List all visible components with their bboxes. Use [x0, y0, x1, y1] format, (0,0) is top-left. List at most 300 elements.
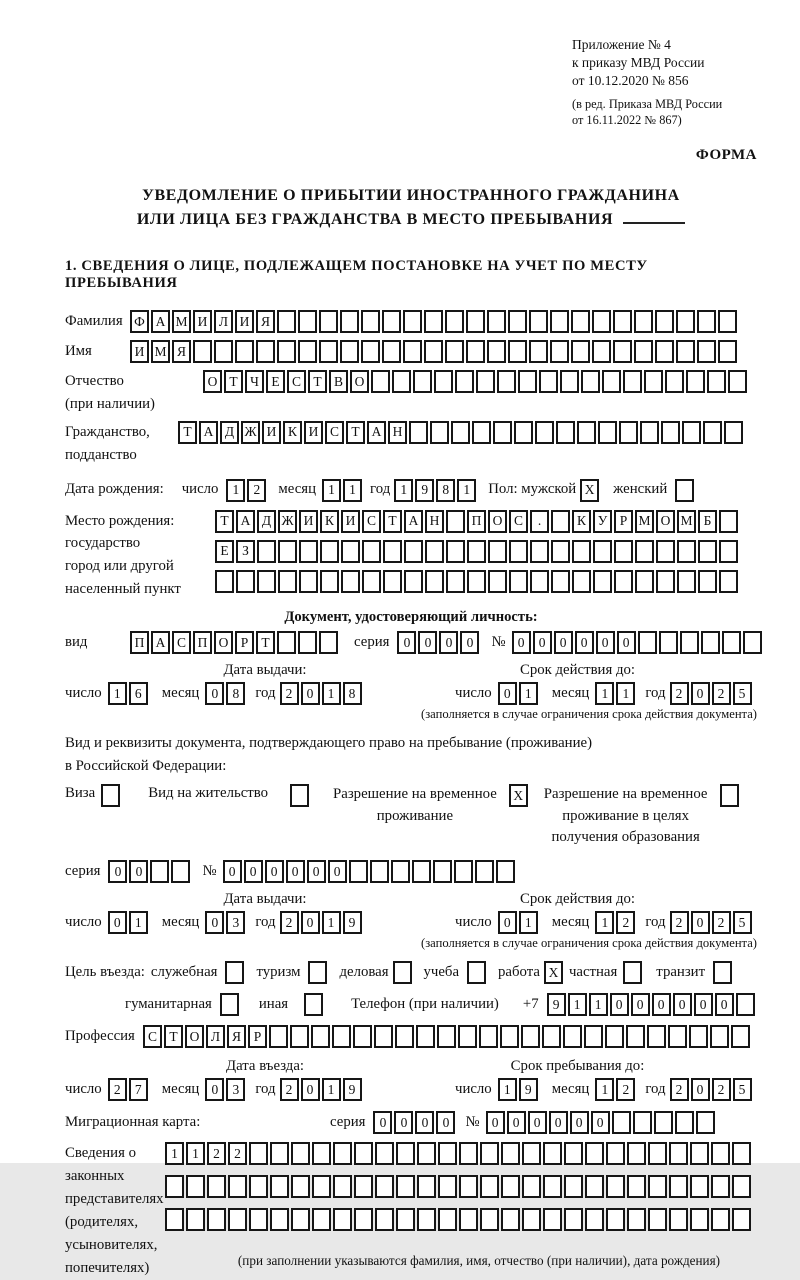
- char-cell[interactable]: [743, 631, 762, 654]
- char-cell[interactable]: 0: [652, 993, 671, 1016]
- purpose-business-checkbox-cell[interactable]: [393, 961, 412, 984]
- char-cell[interactable]: [417, 1142, 436, 1165]
- char-cell[interactable]: [455, 370, 474, 393]
- char-cell[interactable]: 0: [108, 860, 127, 883]
- char-cell[interactable]: [572, 540, 591, 563]
- char-cell[interactable]: [635, 540, 654, 563]
- char-cell[interactable]: 1: [595, 911, 614, 934]
- char-cell[interactable]: 1: [226, 479, 245, 502]
- char-cell[interactable]: 0: [307, 860, 326, 883]
- char-cell[interactable]: 0: [631, 993, 650, 1016]
- char-cell[interactable]: [647, 1025, 666, 1048]
- char-cell[interactable]: [382, 340, 401, 363]
- char-cell[interactable]: Н: [425, 510, 444, 533]
- char-cell[interactable]: [697, 310, 716, 333]
- char-cell[interactable]: [214, 340, 233, 363]
- char-cell[interactable]: Я: [172, 340, 191, 363]
- char-cell[interactable]: [437, 1025, 456, 1048]
- char-cell[interactable]: [257, 570, 276, 593]
- char-cell[interactable]: [719, 540, 738, 563]
- char-cell[interactable]: 0: [575, 631, 594, 654]
- char-cell[interactable]: [319, 340, 338, 363]
- char-cell[interactable]: 2: [712, 682, 731, 705]
- char-cell[interactable]: [719, 510, 738, 533]
- char-cell[interactable]: [602, 370, 621, 393]
- char-cell[interactable]: 0: [549, 1111, 568, 1134]
- char-cell[interactable]: 1: [519, 911, 538, 934]
- char-cell[interactable]: [654, 1111, 673, 1134]
- char-cell[interactable]: 1: [343, 479, 362, 502]
- char-cell[interactable]: 0: [394, 1111, 413, 1134]
- char-cell[interactable]: Л: [214, 310, 233, 333]
- char-cell[interactable]: [445, 310, 464, 333]
- char-cell[interactable]: [277, 310, 296, 333]
- char-cell[interactable]: [459, 1142, 478, 1165]
- char-cell[interactable]: [508, 340, 527, 363]
- char-cell[interactable]: 0: [301, 1078, 320, 1101]
- char-cell[interactable]: Д: [220, 421, 239, 444]
- char-cell[interactable]: [249, 1142, 268, 1165]
- char-cell[interactable]: [298, 340, 317, 363]
- char-cell[interactable]: [732, 1142, 751, 1165]
- char-cell[interactable]: Ч: [245, 370, 264, 393]
- char-cell[interactable]: 2: [712, 1078, 731, 1101]
- char-cell[interactable]: [375, 1142, 394, 1165]
- char-cell[interactable]: [581, 370, 600, 393]
- visa-checkbox-cell[interactable]: [101, 784, 120, 807]
- char-cell[interactable]: [320, 540, 339, 563]
- purpose-other-checkbox-cell[interactable]: [304, 993, 323, 1016]
- char-cell[interactable]: М: [635, 510, 654, 533]
- char-cell[interactable]: 0: [301, 682, 320, 705]
- purpose-study-checkbox-cell[interactable]: [467, 961, 486, 984]
- char-cell[interactable]: [550, 310, 569, 333]
- char-cell[interactable]: [521, 1025, 540, 1048]
- temp-residence-edu-checkbox-cell[interactable]: [720, 784, 739, 807]
- char-cell[interactable]: 0: [528, 1111, 547, 1134]
- char-cell[interactable]: 1: [322, 479, 341, 502]
- char-cell[interactable]: Д: [257, 510, 276, 533]
- char-cell[interactable]: [551, 540, 570, 563]
- char-cell[interactable]: [627, 1208, 646, 1231]
- char-cell[interactable]: [487, 340, 506, 363]
- char-cell[interactable]: 1: [595, 1078, 614, 1101]
- char-cell[interactable]: О: [203, 370, 222, 393]
- char-cell[interactable]: [165, 1208, 184, 1231]
- char-cell[interactable]: [509, 540, 528, 563]
- char-cell[interactable]: [711, 1175, 730, 1198]
- char-cell[interactable]: [640, 421, 659, 444]
- char-cell[interactable]: 0: [617, 631, 636, 654]
- char-cell[interactable]: [522, 1142, 541, 1165]
- char-cell[interactable]: [689, 1025, 708, 1048]
- char-cell[interactable]: В: [329, 370, 348, 393]
- char-cell[interactable]: Т: [224, 370, 243, 393]
- char-cell[interactable]: [480, 1142, 499, 1165]
- char-cell[interactable]: [445, 340, 464, 363]
- char-cell[interactable]: М: [677, 510, 696, 533]
- char-cell[interactable]: [424, 310, 443, 333]
- char-cell[interactable]: [186, 1208, 205, 1231]
- purpose-official-checkbox[interactable]: [225, 961, 244, 984]
- char-cell[interactable]: [396, 1142, 415, 1165]
- char-cell[interactable]: [361, 310, 380, 333]
- char-cell[interactable]: [677, 570, 696, 593]
- char-cell[interactable]: [613, 340, 632, 363]
- char-cell[interactable]: [413, 370, 432, 393]
- char-cell[interactable]: [383, 540, 402, 563]
- char-cell[interactable]: К: [572, 510, 591, 533]
- char-cell[interactable]: А: [151, 631, 170, 654]
- char-cell[interactable]: [320, 570, 339, 593]
- char-cell[interactable]: [236, 570, 255, 593]
- char-cell[interactable]: [396, 1175, 415, 1198]
- char-cell[interactable]: 1: [108, 682, 127, 705]
- char-cell[interactable]: [635, 570, 654, 593]
- char-cell[interactable]: [563, 1025, 582, 1048]
- char-cell[interactable]: И: [262, 421, 281, 444]
- char-cell[interactable]: [404, 540, 423, 563]
- char-cell[interactable]: 1: [519, 682, 538, 705]
- char-cell[interactable]: Б: [698, 510, 717, 533]
- char-cell[interactable]: 1: [457, 479, 476, 502]
- char-cell[interactable]: [396, 1208, 415, 1231]
- char-cell[interactable]: [412, 860, 431, 883]
- char-cell[interactable]: К: [320, 510, 339, 533]
- char-cell[interactable]: [370, 860, 389, 883]
- char-cell[interactable]: [193, 340, 212, 363]
- char-cell[interactable]: [480, 1175, 499, 1198]
- char-cell[interactable]: Т: [383, 510, 402, 533]
- char-cell[interactable]: [333, 1208, 352, 1231]
- char-cell[interactable]: [560, 370, 579, 393]
- char-cell[interactable]: [446, 570, 465, 593]
- char-cell[interactable]: [434, 370, 453, 393]
- char-cell[interactable]: [497, 370, 516, 393]
- char-cell[interactable]: 0: [460, 631, 479, 654]
- char-cell[interactable]: И: [304, 421, 323, 444]
- char-cell[interactable]: [392, 370, 411, 393]
- char-cell[interactable]: [623, 370, 642, 393]
- char-cell[interactable]: Л: [206, 1025, 225, 1048]
- visa-checkbox[interactable]: [101, 784, 120, 807]
- char-cell[interactable]: З: [236, 540, 255, 563]
- char-cell[interactable]: [438, 1142, 457, 1165]
- char-cell[interactable]: [724, 421, 743, 444]
- char-cell[interactable]: [668, 1025, 687, 1048]
- char-cell[interactable]: [270, 1208, 289, 1231]
- char-cell[interactable]: [277, 631, 296, 654]
- char-cell[interactable]: [466, 310, 485, 333]
- char-cell[interactable]: [493, 421, 512, 444]
- char-cell[interactable]: [270, 1175, 289, 1198]
- char-cell[interactable]: 6: [129, 682, 148, 705]
- char-cell[interactable]: [634, 310, 653, 333]
- char-cell[interactable]: [690, 1142, 709, 1165]
- char-cell[interactable]: [391, 860, 410, 883]
- char-cell[interactable]: [728, 370, 747, 393]
- char-cell[interactable]: [707, 370, 726, 393]
- char-cell[interactable]: У: [593, 510, 612, 533]
- char-cell[interactable]: С: [287, 370, 306, 393]
- char-cell[interactable]: 2: [207, 1142, 226, 1165]
- char-cell[interactable]: 1: [595, 682, 614, 705]
- char-cell[interactable]: [529, 340, 548, 363]
- char-cell[interactable]: 0: [286, 860, 305, 883]
- char-cell[interactable]: Р: [248, 1025, 267, 1048]
- char-cell[interactable]: 0: [715, 993, 734, 1016]
- char-cell[interactable]: 2: [228, 1142, 247, 1165]
- char-cell[interactable]: [542, 1025, 561, 1048]
- char-cell[interactable]: 9: [343, 1078, 362, 1101]
- char-cell[interactable]: 0: [533, 631, 552, 654]
- char-cell[interactable]: 0: [436, 1111, 455, 1134]
- char-cell[interactable]: 0: [486, 1111, 505, 1134]
- char-cell[interactable]: [475, 860, 494, 883]
- purpose-tourism-checkbox[interactable]: [308, 961, 327, 984]
- char-cell[interactable]: .: [530, 510, 549, 533]
- char-cell[interactable]: [606, 1208, 625, 1231]
- char-cell[interactable]: А: [404, 510, 423, 533]
- char-cell[interactable]: 0: [265, 860, 284, 883]
- char-cell[interactable]: [341, 540, 360, 563]
- char-cell[interactable]: [353, 1025, 372, 1048]
- char-cell[interactable]: А: [199, 421, 218, 444]
- char-cell[interactable]: [459, 1175, 478, 1198]
- char-cell[interactable]: [593, 570, 612, 593]
- char-cell[interactable]: [501, 1142, 520, 1165]
- char-cell[interactable]: 2: [280, 682, 299, 705]
- char-cell[interactable]: [291, 1175, 310, 1198]
- char-cell[interactable]: [577, 421, 596, 444]
- purpose-other-checkbox[interactable]: [304, 993, 323, 1016]
- char-cell[interactable]: [467, 570, 486, 593]
- char-cell[interactable]: 0: [129, 860, 148, 883]
- char-cell[interactable]: Т: [178, 421, 197, 444]
- char-cell[interactable]: [438, 1208, 457, 1231]
- char-cell[interactable]: Т: [346, 421, 365, 444]
- char-cell[interactable]: [518, 370, 537, 393]
- char-cell[interactable]: [333, 1142, 352, 1165]
- char-cell[interactable]: [395, 1025, 414, 1048]
- char-cell[interactable]: И: [299, 510, 318, 533]
- char-cell[interactable]: 2: [670, 682, 689, 705]
- char-cell[interactable]: С: [172, 631, 191, 654]
- char-cell[interactable]: [627, 1142, 646, 1165]
- char-cell[interactable]: С: [143, 1025, 162, 1048]
- char-cell[interactable]: [291, 1142, 310, 1165]
- char-cell[interactable]: [404, 570, 423, 593]
- char-cell[interactable]: [551, 510, 570, 533]
- char-cell[interactable]: И: [235, 310, 254, 333]
- char-cell[interactable]: [269, 1025, 288, 1048]
- char-cell[interactable]: [696, 1111, 715, 1134]
- char-cell[interactable]: 2: [280, 911, 299, 934]
- char-cell[interactable]: [686, 370, 705, 393]
- char-cell[interactable]: 2: [670, 911, 689, 934]
- char-cell[interactable]: [682, 421, 701, 444]
- char-cell[interactable]: [669, 1175, 688, 1198]
- char-cell[interactable]: [382, 310, 401, 333]
- char-cell[interactable]: Т: [215, 510, 234, 533]
- char-cell[interactable]: [731, 1025, 750, 1048]
- char-cell[interactable]: И: [130, 340, 149, 363]
- purpose-transit-checkbox-cell[interactable]: [713, 961, 732, 984]
- char-cell[interactable]: [479, 1025, 498, 1048]
- char-cell[interactable]: 0: [691, 682, 710, 705]
- char-cell[interactable]: [675, 1111, 694, 1134]
- sex-male-checkbox-cell[interactable]: X: [580, 479, 599, 502]
- char-cell[interactable]: 0: [205, 682, 224, 705]
- char-cell[interactable]: [676, 340, 695, 363]
- char-cell[interactable]: [374, 1025, 393, 1048]
- char-cell[interactable]: [278, 540, 297, 563]
- char-cell[interactable]: [659, 631, 678, 654]
- char-cell[interactable]: 0: [498, 682, 517, 705]
- char-cell[interactable]: [656, 540, 675, 563]
- char-cell[interactable]: С: [509, 510, 528, 533]
- char-cell[interactable]: [312, 1142, 331, 1165]
- char-cell[interactable]: 1: [568, 993, 587, 1016]
- char-cell[interactable]: [564, 1142, 583, 1165]
- purpose-private-checkbox-cell[interactable]: [623, 961, 642, 984]
- char-cell[interactable]: [476, 370, 495, 393]
- char-cell[interactable]: 0: [570, 1111, 589, 1134]
- char-cell[interactable]: 2: [616, 911, 635, 934]
- char-cell[interactable]: Н: [388, 421, 407, 444]
- char-cell[interactable]: [501, 1175, 520, 1198]
- char-cell[interactable]: О: [185, 1025, 204, 1048]
- char-cell[interactable]: Р: [235, 631, 254, 654]
- char-cell[interactable]: 0: [694, 993, 713, 1016]
- char-cell[interactable]: [409, 421, 428, 444]
- char-cell[interactable]: [332, 1025, 351, 1048]
- char-cell[interactable]: [530, 570, 549, 593]
- char-cell[interactable]: [333, 1175, 352, 1198]
- char-cell[interactable]: 0: [205, 1078, 224, 1101]
- purpose-study-checkbox[interactable]: [467, 961, 486, 984]
- char-cell[interactable]: 1: [589, 993, 608, 1016]
- char-cell[interactable]: [354, 1175, 373, 1198]
- char-cell[interactable]: О: [656, 510, 675, 533]
- char-cell[interactable]: 0: [512, 631, 531, 654]
- char-cell[interactable]: [669, 1142, 688, 1165]
- char-cell[interactable]: [711, 1208, 730, 1231]
- char-cell[interactable]: [585, 1175, 604, 1198]
- char-cell[interactable]: Ж: [278, 510, 297, 533]
- temp-residence-edu-checkbox[interactable]: [720, 784, 739, 807]
- char-cell[interactable]: [539, 370, 558, 393]
- char-cell[interactable]: 5: [733, 1078, 752, 1101]
- char-cell[interactable]: 1: [322, 1078, 341, 1101]
- char-cell[interactable]: [501, 1208, 520, 1231]
- char-cell[interactable]: [614, 570, 633, 593]
- char-cell[interactable]: [585, 1208, 604, 1231]
- char-cell[interactable]: [585, 1142, 604, 1165]
- temp-residence-checkbox[interactable]: [509, 784, 528, 807]
- char-cell[interactable]: [371, 370, 390, 393]
- sex-female-checkbox-cell[interactable]: [675, 479, 694, 502]
- purpose-transit-checkbox[interactable]: [713, 961, 732, 984]
- char-cell[interactable]: 0: [596, 631, 615, 654]
- char-cell[interactable]: [633, 1111, 652, 1134]
- char-cell[interactable]: 0: [507, 1111, 526, 1134]
- char-cell[interactable]: [665, 370, 684, 393]
- char-cell[interactable]: [698, 540, 717, 563]
- char-cell[interactable]: [425, 570, 444, 593]
- char-cell[interactable]: [341, 570, 360, 593]
- char-cell[interactable]: [514, 421, 533, 444]
- char-cell[interactable]: А: [367, 421, 386, 444]
- char-cell[interactable]: [257, 540, 276, 563]
- char-cell[interactable]: Р: [614, 510, 633, 533]
- char-cell[interactable]: [592, 310, 611, 333]
- char-cell[interactable]: [207, 1175, 226, 1198]
- char-cell[interactable]: 0: [691, 911, 710, 934]
- sex-male-checkbox[interactable]: [580, 479, 599, 502]
- char-cell[interactable]: [472, 421, 491, 444]
- char-cell[interactable]: [719, 570, 738, 593]
- char-cell[interactable]: [433, 860, 452, 883]
- char-cell[interactable]: [543, 1208, 562, 1231]
- char-cell[interactable]: 1: [616, 682, 635, 705]
- char-cell[interactable]: [311, 1025, 330, 1048]
- char-cell[interactable]: [361, 340, 380, 363]
- char-cell[interactable]: [648, 1175, 667, 1198]
- char-cell[interactable]: [677, 540, 696, 563]
- char-cell[interactable]: 8: [436, 479, 455, 502]
- char-cell[interactable]: [424, 340, 443, 363]
- char-cell[interactable]: 0: [591, 1111, 610, 1134]
- char-cell[interactable]: [571, 310, 590, 333]
- char-cell[interactable]: 1: [322, 911, 341, 934]
- char-cell[interactable]: [508, 310, 527, 333]
- char-cell[interactable]: [215, 570, 234, 593]
- char-cell[interactable]: [340, 310, 359, 333]
- char-cell[interactable]: [277, 340, 296, 363]
- char-cell[interactable]: [543, 1175, 562, 1198]
- char-cell[interactable]: 0: [439, 631, 458, 654]
- char-cell[interactable]: И: [193, 310, 212, 333]
- char-cell[interactable]: Ж: [241, 421, 260, 444]
- char-cell[interactable]: 3: [226, 911, 245, 934]
- purpose-private-checkbox[interactable]: [623, 961, 642, 984]
- char-cell[interactable]: [290, 1025, 309, 1048]
- char-cell[interactable]: [701, 631, 720, 654]
- char-cell[interactable]: С: [362, 510, 381, 533]
- char-cell[interactable]: 0: [244, 860, 263, 883]
- char-cell[interactable]: [403, 340, 422, 363]
- char-cell[interactable]: [235, 340, 254, 363]
- char-cell[interactable]: [627, 1175, 646, 1198]
- char-cell[interactable]: [299, 540, 318, 563]
- char-cell[interactable]: [661, 421, 680, 444]
- char-cell[interactable]: [718, 340, 737, 363]
- char-cell[interactable]: 9: [519, 1078, 538, 1101]
- char-cell[interactable]: [584, 1025, 603, 1048]
- char-cell[interactable]: [550, 340, 569, 363]
- char-cell[interactable]: [638, 631, 657, 654]
- char-cell[interactable]: 5: [733, 682, 752, 705]
- char-cell[interactable]: [454, 860, 473, 883]
- char-cell[interactable]: [697, 340, 716, 363]
- char-cell[interactable]: [488, 570, 507, 593]
- char-cell[interactable]: 2: [712, 911, 731, 934]
- char-cell[interactable]: [430, 421, 449, 444]
- char-cell[interactable]: [680, 631, 699, 654]
- char-cell[interactable]: [150, 860, 169, 883]
- char-cell[interactable]: [718, 310, 737, 333]
